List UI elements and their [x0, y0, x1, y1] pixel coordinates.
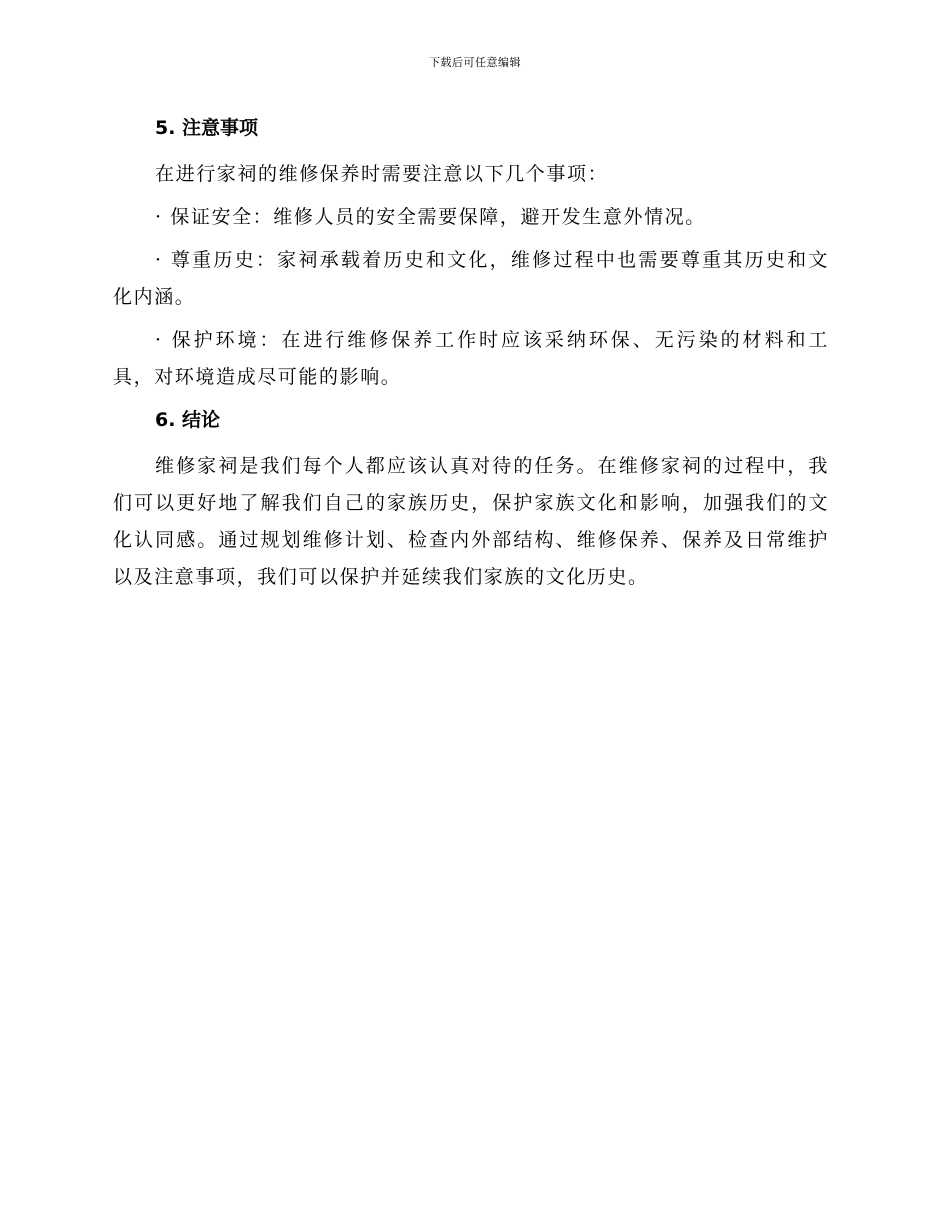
- paragraph-precaution-history: · 尊重历史：家祠承载着历史和文化，维修过程中也需要尊重其历史和文化内涵。: [113, 249, 829, 308]
- section-heading-precautions: 5. 注意事项: [155, 117, 259, 139]
- paragraph-precaution-safety: · 保证安全：维修人员的安全需要保障，避开发生意外情况。: [155, 206, 706, 228]
- section-heading-conclusion: 6. 结论: [155, 409, 221, 431]
- paragraph-precautions-intro: 在进行家祠的维修保养时需要注意以下几个事项：: [155, 163, 609, 185]
- paragraph-precaution-environment: · 保护环境：在进行维修保养工作时应该采纳环保、无污染的材料和工具，对环境造成尽可能的影响。: [113, 329, 829, 388]
- paragraph-conclusion: 维修家祠是我们每个人都应该认真对待的任务。在维修家祠的过程中，我们可以更好地了解我们自己的家族历史，保护家族文化和影响，加强我们的文化认同感。通过规划维修计划、检查内外部结构、维修保养、保养及日常维护以及注意事项，我们可以保护并延续我们家族的文化历史。: [113, 455, 829, 588]
- document-body: [113, 110, 829, 602]
- page-header-note: 下载后可任意编辑: [429, 56, 521, 69]
